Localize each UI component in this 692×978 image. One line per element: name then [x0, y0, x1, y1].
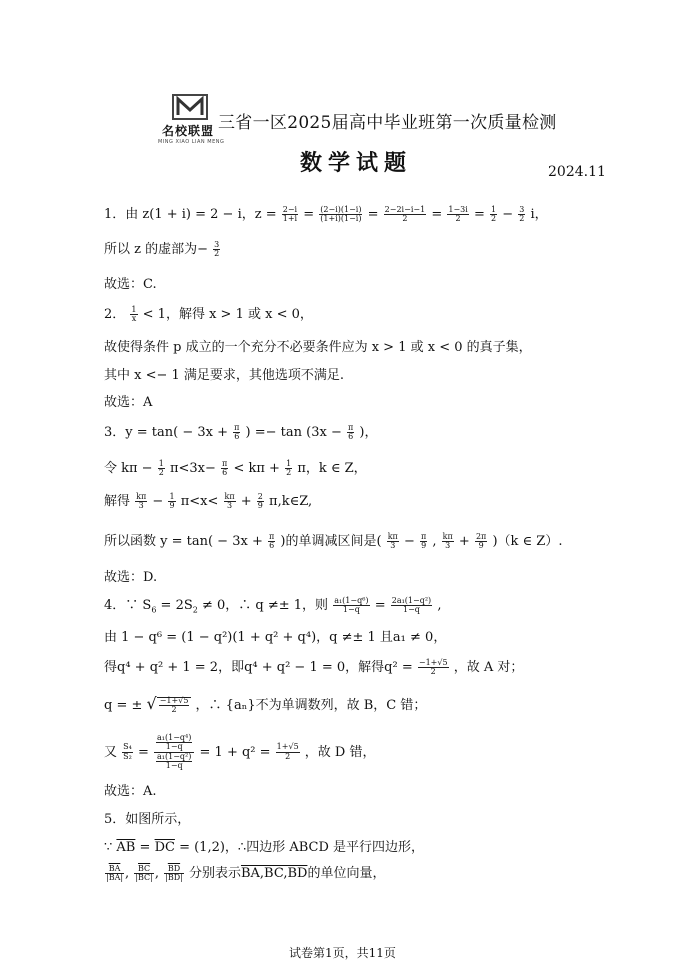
q4-frac: $\frac{\text{2a₁(1−q²)}}{1-q}$ — [391, 595, 432, 614]
q5-vector: $\overline{DC}$ — [154, 840, 175, 855]
q3-frac: $\frac{k\pi}{3}$ — [136, 491, 147, 510]
q4-text: = — [374, 598, 386, 613]
q3-text: , — [432, 534, 437, 549]
q3-frac: $\frac{k\pi}{3}$ — [224, 491, 235, 510]
q5-text: 的单位向量， — [307, 866, 386, 881]
q2-text: < 1，解得 x > 1 或 x < 0， — [142, 307, 313, 322]
q3-frac: $\frac{\pi}{6}$ — [347, 422, 354, 441]
exam-date: 2024.11 — [548, 164, 606, 180]
q4-frac: $\frac{1+√5}{2}$ — [276, 742, 299, 761]
page-footer: 试卷第1页，共11页 — [289, 946, 396, 960]
logo-name: 名校联盟 — [162, 124, 215, 138]
q3-line4 — [104, 530, 562, 550]
q3-text: π，k ∈ Z， — [297, 461, 367, 476]
exam-header-title: 三省一区2025届高中毕业班第一次质量检测 — [218, 113, 557, 133]
page-title: 数学试题 — [300, 150, 413, 176]
q3-frac: $\frac{2}{9}$ — [257, 491, 263, 510]
q3-frac: $\frac{1}{2}$ — [286, 458, 292, 477]
q1-eq: = — [367, 207, 379, 222]
q4-frac: $\frac{\text{a₁(1−q²)}}{1-q}$ — [157, 751, 192, 771]
q1-frac4: $\frac{1-3i}{2}$ — [448, 204, 468, 223]
q3-text: )的单调减区间是( — [280, 534, 382, 549]
q3-text: π<x< — [180, 494, 219, 509]
q5-vector: $\overline{AB}$ — [116, 840, 136, 855]
q3-text: − — [403, 534, 415, 549]
q3-frac: $\frac{\pi}{9}$ — [420, 531, 427, 550]
q3-text: 3．y = tan( − 3x + — [104, 425, 228, 440]
q4-text: ，故 A 对； — [453, 660, 524, 675]
q1-text: 1．由 z(1 + i) = 2 − i，z = — [104, 207, 277, 222]
q3-text: 所以函数 y = tan( − 3x + — [104, 534, 263, 549]
q1-imag-text: 所以 z 的虚部为− — [104, 242, 209, 257]
q2-number: 2． — [104, 307, 126, 322]
q3-line2 — [104, 457, 367, 477]
q4-frac: $\frac{\text{a₁(1−q⁴)}}{1-q}$ — [157, 733, 192, 752]
logo-icon — [172, 94, 208, 120]
q4-frac: $\frac{\text{a₁(1−q⁶)}}{1-q}$ — [334, 595, 369, 614]
q5-unit-frac: $\frac{\overline{BC}}{|BC|}$ — [135, 863, 153, 882]
q4-text: q = ± — [104, 698, 143, 713]
q1-frac5: $\frac{1}{2}$ — [491, 204, 497, 223]
q5-unit-frac: $\frac{\overline{BA}}{|BA|}$ — [106, 863, 124, 882]
q4-line2: 由 1 − q⁶ = (1 − q²)(1 + q² + q⁴)，q ≠± 1 且a₁ ≠ 0， — [104, 630, 447, 645]
q3-frac: $\frac{k\pi}{3}$ — [387, 531, 398, 550]
q3-text: + — [240, 494, 252, 509]
q1-frac6: $\frac{3}{2}$ — [519, 204, 525, 223]
q3-text: )（k ∈ Z）. — [492, 534, 563, 549]
q5-line1: 5．如图所示， — [104, 812, 191, 827]
q4-line5 — [104, 734, 376, 771]
q1-minus: − — [502, 207, 514, 222]
q3-text: − — [152, 494, 164, 509]
q2-answer: 故选：A — [104, 395, 153, 410]
q3-frac: $\frac{k\pi}{3}$ — [442, 531, 453, 550]
q4-sqrt — [157, 697, 192, 713]
q3-text: 解得 — [104, 494, 131, 509]
q1-frac1: $\frac{2-i}{1+i}$ — [282, 204, 298, 223]
q4-text: , — [437, 598, 442, 613]
q3-frac: $\frac{\pi}{6}$ — [222, 458, 228, 477]
q5-text: ∵ — [104, 840, 113, 855]
q2-frac: $\frac{1}{x}$ — [131, 304, 137, 323]
q5-text: = — [139, 840, 151, 855]
sqrt-sign: √ — [146, 694, 157, 713]
q4-compound-frac — [154, 734, 194, 771]
q2-line1 — [104, 303, 313, 323]
q3-frac: $\frac{\pi}{6}$ — [268, 531, 275, 550]
q4-text: = 1 + q² = — [199, 744, 271, 760]
q5-text: = (1,2)，∴四边形 ABCD 是平行四边形， — [179, 840, 425, 855]
q4-text: ≠ 0，∴ q ≠± 1，则 — [201, 598, 329, 613]
q4-line3 — [104, 656, 523, 676]
q4-frac: $\frac{-1+√5}{2}$ — [159, 695, 189, 714]
q3-text: )， — [359, 425, 378, 440]
q1-imag-frac: $\frac{3}{2}$ — [214, 239, 220, 258]
q4-sub: 2 — [192, 605, 198, 615]
q2-line3: 其中 x <− 1 满足要求，其他选项不满足. — [104, 368, 345, 383]
q1-eq: = — [303, 207, 315, 222]
q3-answer: 故选：D. — [104, 570, 158, 585]
q4-answer: 故选：A. — [104, 784, 157, 799]
q4-text: = 2S — [160, 598, 193, 613]
q4-frac: $\frac{-1+√5}{2}$ — [418, 657, 448, 676]
q4-text: ，∴ {aₙ}不为单调数列，故 B，C 错； — [195, 698, 427, 713]
q4-frac: $\frac{\text{S₄}}{\text{S₂}}$ — [123, 742, 132, 761]
q4-line1 — [104, 594, 441, 615]
q3-frac: $\frac{2\pi}{9}$ — [475, 531, 487, 550]
q5-line3: $\frac{\overline{BA}}{|BA|}$ , $\frac{\overline{BC}}{|BC|}$ , $\frac{\overline{BD}}{|BD|}$ 分别表示BA,BC,BD的单位向量， — [106, 863, 386, 882]
q3-frac: $\frac{1}{9}$ — [169, 491, 175, 510]
q5-vector: BA,BC,BD — [240, 866, 308, 881]
q1-line2 — [104, 238, 221, 258]
q1-eq: = — [473, 207, 485, 222]
q4-text: 得q⁴ + q² + 1 = 2，即q⁴ + q² − 1 = 0，解得q² = — [104, 660, 413, 675]
q3-line1 — [104, 421, 377, 441]
q3-text: 令 kπ − — [104, 461, 153, 476]
q5-text: 分别表示 — [188, 866, 241, 881]
logo-subtitle: MING XIAO LIAN MENG — [158, 139, 225, 145]
q3-text: π,k∈Z, — [269, 494, 313, 509]
q3-frac: $\frac{\pi}{6}$ — [234, 422, 240, 441]
q3-text: + — [458, 534, 470, 549]
q4-text: 又 — [104, 744, 118, 760]
q4-text: = — [137, 744, 149, 760]
q1-frac2: $\frac{(2-i)(1-i)}{(1+i)(1-i)}$ — [320, 204, 362, 223]
q1-answer: 故选：C. — [104, 277, 157, 292]
q1-eq: = — [431, 207, 443, 222]
q3-frac: $\frac{1}{2}$ — [158, 458, 164, 477]
q5-line2 — [104, 836, 424, 855]
q1-line1 — [104, 203, 548, 223]
q4-sub: 6 — [151, 605, 157, 615]
q1-tail: i， — [530, 207, 548, 222]
q2-line2: 故使得条件 p 成立的一个充分不必要条件应为 x > 1 或 x < 0 的真子集， — [104, 340, 532, 355]
q3-text: ) =− tan (3x − — [245, 425, 342, 440]
q4-text: ，故 D 错， — [304, 744, 376, 760]
q3-text: < kπ + — [233, 461, 280, 476]
q3-text: π<3x− — [169, 461, 216, 476]
q5-unit-frac: $\frac{\overline{BD}}{|BD|}$ — [165, 863, 183, 882]
q4-line4 — [104, 694, 426, 714]
q3-line3 — [104, 490, 312, 510]
q1-frac3: $\frac{2-2i-i-1}{2}$ — [384, 204, 426, 223]
q4-text: 4．∵ S — [104, 598, 152, 613]
